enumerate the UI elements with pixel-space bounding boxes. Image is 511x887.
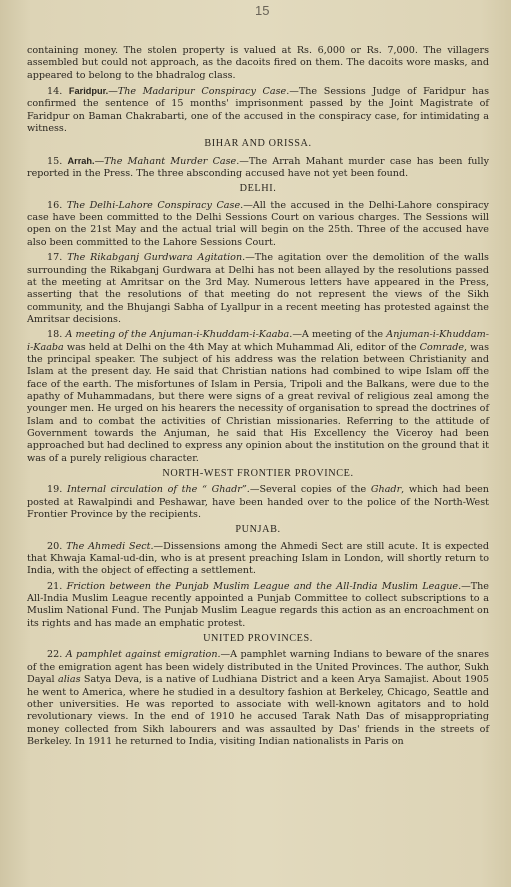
page-number: 15	[255, 3, 270, 18]
paragraph-13-continued: containing money. The stolen property is valued at Rs. 6,000 or Rs. 7,000. The villagers assembled but could not approach, as the dacoits fired on them. The dacoits wore masks, and appeared to belong to the bhadralog class.	[27, 45, 489, 81]
section-heading-united-provinces: UNITED PROVINCES.	[203, 633, 313, 645]
paragraph-22: 22. A pamphlet against emigration.—A pamphlet warning Indians to beware of the snares of the emigration agent has been widely distributed in the United Provinces. The author, Sukh Dayal alias Satya Deva, is a native of Ludhiana District and a keen Arya Samajist. About 1905 he went to America, where he studied in a desultory fashion at Berkeley, Chicago, Seattle and other universities. He was reported to associate with well-known agitators and to hold revolutionary views. In the end of 1910 he accused Tarak Nath Das of misappropriating money collected from Sikh labourers and was assaulted by Das' friends in the streets of Berkeley. In 1911 he returned to India, visiting Indian nationalists in Paris on	[27, 649, 489, 747]
paragraph-16: 16. The Delhi-Lahore Conspiracy Case.—All the accused in the Delhi-Lahore conspiracy case have been committed to the Delhi Sessions Court on various charges. The Sessions will open on the 21st May and the actual trial will begin on the 25th. Three of the accused have also been committed to the Lahore Sessions Court.	[27, 199, 489, 248]
paragraph-15: 15. Arrah.—The Mahant Murder Case.—The Arrah Mahant murder case has been fully reported in the Press. The three absconding accused have not yet been found.	[27, 155, 489, 180]
document-body	[27, 45, 489, 751]
paragraph-21: 21. Friction between the Punjab Muslim League and the All-India Muslim League.—The All-India Muslim League recently appointed a Punjab Committee to collect subscriptions to a Muslim National Fund. The Punjab Muslim League regards this action as an encroachment on its rights and has made an emphatic protest.	[27, 580, 489, 629]
section-heading-punjab: PUNJAB.	[235, 524, 281, 536]
paragraph-18: 18. A meeting of the Anjuman-i-Khuddam-i-Kaaba.—A meeting of the Anjuman-i-Khuddam-i-Kaaba was held at Delhi on the 4th May at which Muhammad Ali, editor of the Comrade, was the principal speaker. The subject of his address was the relation between Christianity and Islam at the present day. He said that Christian nations had combined to wipe Islam off the face of the earth. The misfortunes of Islam in Persia, Tripoli and the Balkans, were due to the apathy of Muhammadans, but there were signs of a great revival of religious zeal among the younger men. He urged on his hearers the necessity of organisation to spread the doctrines of Islam and to combat the activities of Christian missionaries. Referring to the attitude of Government towards the Anjuman, he said that His Excellency the Viceroy had been approached but had declined to express any opinion about the institution on the ground that it was of a purely religious character.	[27, 329, 489, 464]
paragraph-14: 14. Faridpur.—The Madaripur Conspiracy Case.—The Sessions Judge of Faridpur has confirmed the sentence of 15 months' imprisonment passed by the Joint Magistrate of Faridpur on Baman Chakrabarti, one of the accused in the conspiracy case, for intimidating a witness.	[27, 86, 489, 135]
paragraph-17: 17. The Rikabganj Gurdwara Agitation.—The agitation over the demolition of the walls surrounding the Rikabganj Gurdwara at Delhi has not been allayed by the resolutions passed at the meeting at Amritsar on the 3rd May. Numerous letters have appeared in the Press, asserting that the resolutions of that meeting do not represent the views of the Sikh community, and the Bhujangi Sabha of Lyallpur in a recent meeting has protested against the Amritsar decisions.	[27, 252, 489, 325]
section-heading-nwfp: NORTH-WEST FRONTIER PROVINCE.	[162, 468, 354, 479]
section-heading-delhi: DELHI.	[239, 183, 277, 195]
section-heading-bihar-orissa: BIHAR AND ORISSA.	[204, 138, 312, 150]
paragraph-20: 20. The Ahmedi Sect.—Dissensions among the Ahmedi Sect are still acute. It is expected that Khwaja Kamal-ud-din, who is at present preaching Islam in London, will shortly return to India, with the object of effecting a settlement.	[27, 540, 489, 577]
paragraph-19: 19. Internal circulation of the “ Ghadr”.—Several copies of the Ghadr, which had been posted at Rawalpindi and Peshawar, have been handed over to the police of the North-West Frontier Province by the recipients.	[27, 484, 489, 521]
